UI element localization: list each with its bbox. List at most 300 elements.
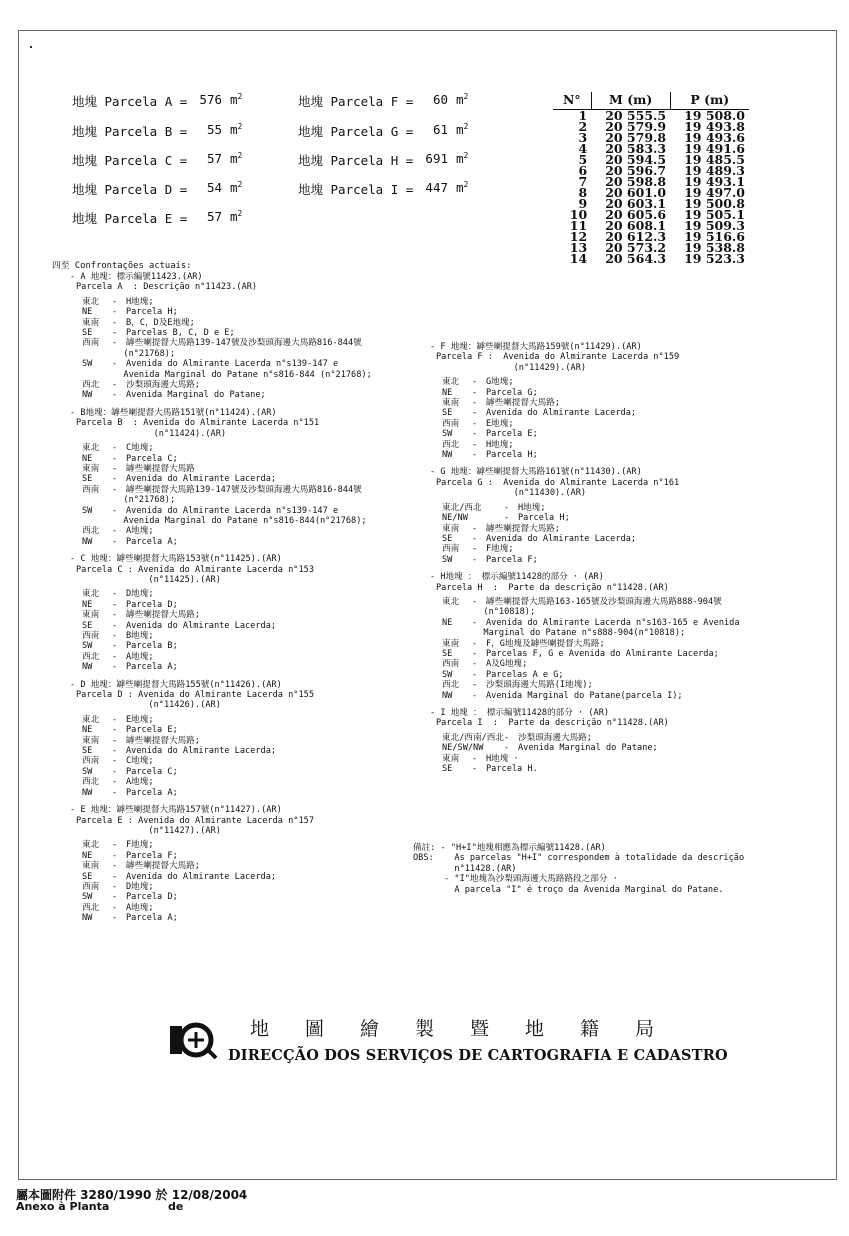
boundary-value: Avenida Marginal do Patane; <box>126 390 266 401</box>
boundary-row <box>70 454 372 464</box>
equals-sign: = <box>398 153 414 168</box>
direction-label: SE <box>442 408 453 419</box>
boundary-row <box>70 359 372 380</box>
direction-label: NE <box>442 387 453 398</box>
boundary-row <box>70 756 372 766</box>
separator-dash: - <box>112 463 118 474</box>
parcel-area-value: 57 <box>206 151 222 166</box>
direction-label: 西南 <box>82 756 100 767</box>
annex-line-portuguese <box>16 1200 184 1213</box>
direction-label: NW <box>82 536 93 547</box>
separator-dash: - <box>112 328 118 339</box>
area-unit: $m^2$ <box>230 122 243 138</box>
direction-label: 東南 <box>82 861 100 872</box>
separator-dash: - <box>504 502 510 513</box>
parcel-area-value: 60 <box>432 92 448 107</box>
parcel-area-label: 地塊 Parcela G <box>298 124 399 139</box>
parcel-area-value: 57 <box>206 209 222 224</box>
boundary-value: Parcelas B, C, D e E; <box>126 328 235 339</box>
separator-dash: - <box>112 641 118 652</box>
boundary-row <box>70 318 372 328</box>
direction-label: NE <box>82 453 93 464</box>
boundary-value: B地塊; <box>126 631 154 641</box>
separator-dash: - <box>112 338 118 349</box>
separator-dash: - <box>472 439 478 450</box>
boundary-row <box>70 443 372 453</box>
boundary-row <box>70 872 372 882</box>
parcel-block-description: Parcela F : Avenida do Almirante Lacerda n°159 (n°11429).(AR) <box>436 352 680 373</box>
boundary-row <box>70 537 372 547</box>
direction-label: SW <box>82 359 93 370</box>
parcel-block-title: - B地塊：罅些喇提督大馬路151號(n°11424).(AR) <box>70 407 277 418</box>
boundary-value: A及G地塊; <box>486 659 528 670</box>
direction-label: SW <box>442 429 453 440</box>
separator-dash: - <box>112 861 118 872</box>
table-cell: 19 523.3 <box>684 251 745 266</box>
boundary-value: C地塊; <box>126 443 154 454</box>
separator-dash: - <box>112 453 118 464</box>
direction-label: SW <box>442 554 453 565</box>
separator-dash: - <box>472 533 478 544</box>
separator-dash: - <box>472 418 478 429</box>
boundary-value: E地塊; <box>486 418 514 429</box>
separator-dash: - <box>112 777 118 788</box>
direction-label: NW <box>82 787 93 798</box>
separator-dash: - <box>472 377 478 388</box>
direction-label: 西北 <box>82 651 100 662</box>
boundary-value: 沙梨頭海邊大馬路(I地塊); <box>486 680 593 691</box>
boundary-value: Parcela A; <box>126 536 178 547</box>
boundary-value: Parcela D; <box>126 892 178 903</box>
boundary-value: Parcela A; <box>126 662 178 673</box>
direction-label: 東南 <box>82 735 100 746</box>
equals-sign: = <box>172 94 188 109</box>
boundary-value: 罅些喇提督大馬路; <box>126 610 200 621</box>
boundary-row <box>70 390 372 400</box>
parcel-area-item <box>72 151 243 169</box>
boundary-value: B，C，D及E地塊; <box>126 317 195 328</box>
parcel-block-description: Parcela B : Avenida do Almirante Lacerda n°151 (n°11424).(AR) <box>76 418 320 439</box>
boundary-value: 罅些喇提督大馬路; <box>126 861 200 872</box>
boundary-row <box>430 754 740 764</box>
parcel-area-item <box>72 122 243 140</box>
table-cell: 20 603.1 <box>605 196 667 211</box>
equals-sign: = <box>398 94 414 109</box>
table-cell: 10 <box>569 207 588 222</box>
direction-label: 東北 <box>442 377 460 388</box>
table-cell: 20 594.5 <box>605 152 667 167</box>
direction-label: 西南 <box>442 418 460 429</box>
table-cell: 20 555.5 <box>605 108 667 123</box>
direction-label: SW <box>82 766 93 777</box>
boundary-row <box>430 450 740 460</box>
org-name-chinese: 地圖繪製暨地籍局 <box>250 1018 691 1040</box>
boundary-row <box>430 503 740 513</box>
table-cell: 19 508.0 <box>684 108 745 123</box>
separator-dash: - <box>112 317 118 328</box>
boundary-value: C地塊; <box>126 756 154 767</box>
parcel-block-description: Parcela H : Parte da descrição n°11428.(AR) <box>436 582 669 593</box>
parcel-block-title: - D 地塊：罅些喇提督大馬路155號(n°11426).(AR) <box>70 679 282 690</box>
separator-dash: - <box>472 408 478 419</box>
direction-label: 東北 <box>82 840 100 851</box>
equals-sign: = <box>172 211 188 226</box>
boundary-row <box>430 649 740 659</box>
boundary-value: Parcelas A e G; <box>486 669 564 680</box>
coordinates-table <box>553 92 749 264</box>
separator-dash: - <box>112 840 118 851</box>
boundary-value: 罅些喇提督大馬路 <box>126 463 195 474</box>
parcel-block-description: Parcela C : Avenida do Almirante Lacerda n°153 (n°11425).(AR) <box>76 564 314 585</box>
equals-sign: = <box>172 124 188 139</box>
boundary-value: Parcela C; <box>126 766 178 777</box>
parcel-area-label: 地塊 Parcela B <box>72 124 173 139</box>
table-cell: 2 <box>578 119 588 134</box>
boundary-value: Parcela A; <box>126 787 178 798</box>
table-cell: 20 598.8 <box>605 174 667 189</box>
table-cell: 6 <box>578 163 588 178</box>
boundary-row <box>430 659 740 669</box>
table-cell: 7 <box>578 174 588 189</box>
boundary-row <box>70 715 372 725</box>
direction-label: NE <box>82 307 93 318</box>
boundary-row <box>430 513 740 523</box>
boundary-value: 罅些喇提督大馬路163-165號及沙梨頭海邊大馬路888-904號 (n°10818); <box>483 596 722 618</box>
separator-dash: - <box>472 638 478 649</box>
boundary-row <box>70 328 372 338</box>
col-header-m: M (m) <box>591 92 670 110</box>
boundary-row <box>70 297 372 307</box>
boundary-row <box>430 764 740 774</box>
boundary-value: A地塊; <box>126 526 154 537</box>
parcel-block <box>70 554 372 672</box>
table-cell: 11 <box>569 218 588 233</box>
table-cell: 19 493.8 <box>684 119 745 134</box>
separator-dash: - <box>112 850 118 861</box>
direction-label: 西北 <box>82 526 100 537</box>
boundary-row <box>430 670 740 680</box>
parcel-block <box>70 408 372 547</box>
parcel-area-value: 576 <box>199 92 222 107</box>
boundary-value: F地塊; <box>126 840 154 851</box>
boundary-value: A地塊; <box>126 902 154 913</box>
boundary-row <box>430 398 740 408</box>
parcel-area-item <box>298 180 469 198</box>
parcel-block <box>70 680 372 798</box>
boundary-value: Avenida do Almirante Lacerda; <box>126 871 277 882</box>
boundary-value: A地塊; <box>126 777 154 788</box>
direction-label: SE <box>82 871 93 882</box>
table-cell: 19 505.1 <box>684 207 745 222</box>
boundary-row <box>430 377 740 387</box>
boundary-value: H地塊 · <box>486 753 519 764</box>
parcel-block <box>430 467 740 565</box>
direction-label: 東南 <box>442 638 460 649</box>
confrontations-heading: 四至 Confrontações actuais: <box>52 261 192 271</box>
direction-label: 東北/西南/西北 <box>442 732 504 743</box>
boundary-row <box>70 464 372 474</box>
direction-label: SE <box>82 620 93 631</box>
parcel-block <box>430 572 740 701</box>
parcel-area-label: 地塊 Parcela H <box>298 153 399 168</box>
boundary-value: 沙梨頭海邊大馬路; <box>518 732 592 743</box>
direction-label: NE <box>82 599 93 610</box>
direction-label: NE <box>82 725 93 736</box>
separator-dash: - <box>112 307 118 318</box>
parcel-block <box>430 342 740 460</box>
direction-label: NW <box>442 450 453 461</box>
boundary-row <box>430 733 740 743</box>
separator-dash: - <box>112 359 118 370</box>
boundary-value: Parcela A; <box>126 913 178 924</box>
table-cell: 19 509.3 <box>684 218 745 233</box>
boundary-value: Parcela E; <box>126 725 178 736</box>
table-cell: 19 500.8 <box>684 196 745 211</box>
boundary-row <box>70 767 372 777</box>
direction-label: 東北 <box>82 443 100 454</box>
separator-dash: - <box>112 766 118 777</box>
equals-sign: = <box>398 182 414 197</box>
boundary-value: 罅些喇提督大馬路; <box>486 398 560 409</box>
col-header-number: N° <box>553 92 591 110</box>
separator-dash: - <box>112 735 118 746</box>
parcel-area-label: 地塊 Parcela C <box>72 153 173 168</box>
parcel-area-label: 地塊 Parcela E <box>72 211 173 226</box>
boundary-row <box>70 892 372 902</box>
direction-label: 西南 <box>82 338 100 349</box>
table-cell: 4 <box>578 141 588 156</box>
boundary-value: Parcela D; <box>126 599 178 610</box>
separator-dash: - <box>112 892 118 903</box>
annex-line-chinese: 屬本圖附件 3280/1990 於 12/08/2004 <box>16 1188 248 1202</box>
table-cell: 20 583.3 <box>605 141 667 156</box>
parcel-block-description: Parcela D : Avenida do Almirante Lacerda n°155 (n°11426).(AR) <box>76 690 314 711</box>
separator-dash: - <box>112 714 118 725</box>
boundary-row <box>70 861 372 871</box>
boundary-value: Parcela H; <box>518 513 570 524</box>
table-cell: 19 538.8 <box>684 240 745 255</box>
boundary-row <box>70 851 372 861</box>
separator-dash: - <box>472 764 478 775</box>
table-cell: 19 516.6 <box>684 229 745 244</box>
boundary-row <box>70 338 372 359</box>
boundary-row <box>430 534 740 544</box>
separator-dash: - <box>112 589 118 600</box>
boundary-value: Parcela H. <box>486 764 538 775</box>
parcel-block <box>430 708 740 774</box>
separator-dash: - <box>472 669 478 680</box>
boundary-value: 罅些喇提督大馬路139-147號及沙梨頭海邊大馬路816-844號 (n°21768); <box>123 484 362 506</box>
boundary-row <box>70 631 372 641</box>
boundary-row <box>430 680 740 690</box>
boundary-row <box>70 621 372 631</box>
boundary-value: Avenida do Almirante Lacerda; <box>126 474 277 485</box>
separator-dash: - <box>472 680 478 691</box>
separator-dash: - <box>112 526 118 537</box>
boundary-value: H地塊; <box>518 502 546 513</box>
parcel-block-description: Parcela I : Parte da descrição n°11428.(AR) <box>436 718 669 729</box>
separator-dash: - <box>472 554 478 565</box>
parcel-area-label: 地塊 Parcela A <box>72 94 173 109</box>
separator-dash: - <box>112 787 118 798</box>
direction-label: 西北 <box>82 902 100 913</box>
right-confrontations <box>430 342 740 774</box>
boundary-value: Parcela H; <box>486 450 538 461</box>
area-unit: $m^2$ <box>230 92 243 108</box>
table-cell: 20 605.6 <box>605 207 667 222</box>
parcel-area-value: 54 <box>206 180 222 195</box>
boundary-row <box>70 746 372 756</box>
separator-dash: - <box>112 651 118 662</box>
boundary-value: 罅些喇提督大馬路; <box>486 523 560 534</box>
area-unit: $m^2$ <box>230 151 243 167</box>
boundary-value: Avenida Marginal do Patane; <box>518 743 658 754</box>
boundary-value: G地塊; <box>486 377 514 388</box>
boundary-row <box>430 639 740 649</box>
area-unit: $m^2$ <box>456 122 469 138</box>
separator-dash: - <box>112 599 118 610</box>
parcel-block-description: Parcela E : Avenida do Almirante Lacerda n°157 (n°11427).(AR) <box>76 815 314 836</box>
direction-label: NE <box>442 617 453 628</box>
direction-label: SE <box>82 328 93 339</box>
table-cell: 19 497.0 <box>684 185 745 200</box>
area-unit: $m^2$ <box>456 151 469 167</box>
direction-label: 東北 <box>82 714 100 725</box>
direction-label: 西南 <box>442 659 460 670</box>
parcel-area-item <box>298 151 469 169</box>
org-name-portuguese: DIRECÇÃO DOS SERVIÇOS DE CARTOGRAFIA E CADASTRO <box>228 1047 728 1064</box>
direction-label: NW <box>82 662 93 673</box>
table-cell: 14 <box>569 251 588 266</box>
separator-dash: - <box>112 484 118 495</box>
boundary-value: 沙梨頭海邊大馬路; <box>126 380 200 391</box>
separator-dash: - <box>112 610 118 621</box>
boundary-value: Parcela B; <box>126 641 178 652</box>
boundary-row <box>430 440 740 450</box>
boundary-row <box>70 307 372 317</box>
separator-dash: - <box>472 544 478 555</box>
boundary-value: 罅些喇提督大馬路; <box>126 735 200 746</box>
boundary-row <box>70 662 372 672</box>
separator-dash: - <box>504 732 510 743</box>
direction-label: 西南 <box>82 484 100 495</box>
separator-dash: - <box>112 871 118 882</box>
separator-dash: - <box>112 296 118 307</box>
table-cell: 20 608.1 <box>605 218 667 233</box>
separator-dash: - <box>472 450 478 461</box>
separator-dash: - <box>112 443 118 454</box>
direction-label: SE <box>442 648 453 659</box>
direction-label: 西北 <box>442 439 460 450</box>
boundary-row <box>70 788 372 798</box>
boundary-value: 罅些喇提督大馬路139-147號及沙梨頭海邊大馬路816-844號 (n°21768); <box>123 338 362 359</box>
parcel-area-item <box>72 209 243 227</box>
boundary-value: Avenida do Almirante Lacerda; <box>126 620 277 631</box>
separator-dash: - <box>112 631 118 641</box>
boundary-row <box>430 419 740 429</box>
boundary-value: Parcela F; <box>126 850 178 861</box>
separator-dash: - <box>112 505 118 516</box>
separator-dash: - <box>112 662 118 673</box>
table-cell: 20 601.0 <box>605 185 667 200</box>
boundary-value: Parcela G; <box>486 387 538 398</box>
table-cell: 12 <box>569 229 588 244</box>
direction-label: SE <box>82 746 93 757</box>
table-cell: 19 485.5 <box>684 152 745 167</box>
separator-dash: - <box>472 659 478 670</box>
boundary-row <box>430 691 740 701</box>
parcel-block-title: - I 地塊 ： 標示編號11428的部分 · (AR) <box>430 708 610 718</box>
boundary-value: Avenida do Almirante Lacerda n°s163-165 e Avenida Marginal do Patane n°s888-904(n°10818); <box>483 617 740 639</box>
area-unit: $m^2$ <box>230 180 243 196</box>
table-cell: 20 573.2 <box>605 240 667 255</box>
direction-label: 東北 <box>82 589 100 600</box>
boundary-row <box>430 597 740 618</box>
dscc-logo-icon <box>168 1018 218 1062</box>
parcel-block-title: - F 地塊：罅些喇提督大馬路159號(n°11429).(AR) <box>430 342 642 352</box>
boundary-value: Parcela F; <box>486 554 538 565</box>
boundary-row <box>70 840 372 850</box>
boundary-row <box>70 485 372 506</box>
parcel-block <box>70 272 372 401</box>
separator-dash: - <box>112 902 118 913</box>
separator-dash: - <box>472 398 478 409</box>
boundary-row <box>70 903 372 913</box>
direction-label: SE <box>442 764 453 775</box>
direction-label: 東南 <box>82 610 100 621</box>
boundary-row <box>430 408 740 418</box>
direction-label: 東北 <box>82 296 100 307</box>
boundary-value: F，G地塊及罅些喇提督大馬路; <box>486 638 605 649</box>
direction-label: SE <box>442 533 453 544</box>
observations: 備註: - "H+I"地塊相應為標示編號11428.(AR) OBS: As parcelas "H+I" correspondem à totalidade da descrição n°11428.(AR) - "I"地塊為沙梨頭海邊大馬路路段之部分 · A parcela "I" é troço da Avenida Marginal do Patane. <box>413 843 745 895</box>
boundary-value: H地塊; <box>126 296 154 307</box>
parcel-block-title: - G 地塊：罅些喇提督大馬路161號(n°11430).(AR) <box>430 467 642 478</box>
separator-dash: - <box>472 387 478 398</box>
parcel-block-description: Parcela G : Avenida do Almirante Lacerda n°161 (n°11430).(AR) <box>436 477 680 499</box>
table-cell: 3 <box>578 130 588 145</box>
table-row <box>553 253 749 264</box>
boundary-row <box>70 777 372 787</box>
direction-label: SW <box>82 505 93 516</box>
table-cell: 1 <box>578 108 588 123</box>
separator-dash: - <box>472 523 478 534</box>
boundary-value: D地塊; <box>126 881 154 892</box>
direction-label: NE/SW/NW <box>442 743 484 754</box>
boundary-value: Parcela C; <box>126 453 178 464</box>
boundary-value: Parcelas F, G e Avenida do Almirante Lacerda; <box>486 648 719 659</box>
parcel-block-title: - C 地塊：罅些喇提督大馬路153號(n°11425).(AR) <box>70 554 282 565</box>
boundary-value: Avenida do Almirante Lacerda n°s139-147 e Avenida Marginal do Patane n°s816-844(n°21768); <box>123 505 367 526</box>
area-unit: $m^2$ <box>456 92 469 108</box>
parcel-area-label: 地塊 Parcela D <box>72 182 173 197</box>
table-cell: 19 489.3 <box>684 163 745 178</box>
equals-sign: = <box>172 153 188 168</box>
table-cell: 9 <box>578 196 588 211</box>
boundary-row <box>430 743 740 753</box>
equals-sign: = <box>398 124 414 139</box>
annex-de: de <box>168 1200 184 1213</box>
direction-label: 西南 <box>442 544 460 555</box>
parcel-block-description: Parcela A : Descrição n°11423.(AR) <box>76 282 258 293</box>
separator-dash: - <box>504 513 510 524</box>
boundary-row <box>430 555 740 565</box>
boundary-row <box>70 610 372 620</box>
boundary-row <box>430 429 740 439</box>
parcel-area-value: 61 <box>432 122 448 137</box>
table-cell: 5 <box>578 152 588 167</box>
boundary-row <box>70 474 372 484</box>
